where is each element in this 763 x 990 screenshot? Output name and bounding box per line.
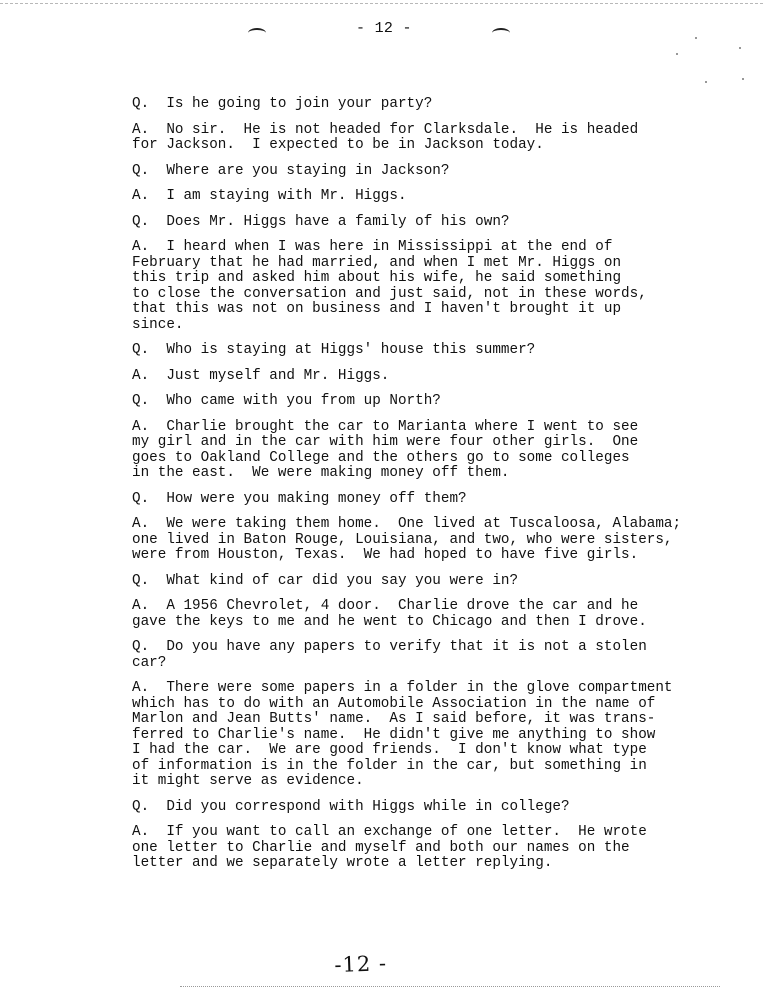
answer-block [132, 420, 692, 482]
question-block [132, 394, 692, 410]
answer-block [132, 681, 692, 790]
answer-line: for Jackson. I expected to be in Jackson today. [132, 137, 544, 153]
answer-line: A. Just myself and Mr. Higgs. [132, 367, 390, 384]
answer-line: A. I heard when I was here in Mississippi at the end of [132, 239, 613, 255]
answer-block [132, 599, 692, 630]
answer-line: it might serve as evidence. [132, 773, 364, 789]
answer-line: one letter to Charlie and myself and both our names on the [132, 839, 630, 856]
answer-line: to close the conversation and just said, not in these words, [132, 285, 647, 302]
transcript-body [132, 97, 692, 872]
answer-line: my girl and in the car with him were four other girls. One [132, 434, 639, 450]
answer-line: of information is in the folder in the car, but something in [132, 757, 647, 774]
question-line: Q. Does Mr. Higgs have a family of his own? [132, 213, 510, 230]
answer-block [132, 123, 692, 154]
question-line: Q. Did you correspond with Higgs while in college? [132, 798, 570, 815]
margin-mark [676, 53, 678, 55]
margin-mark [695, 37, 697, 39]
answer-line: gave the keys to me and he went to Chicago and then I drove. [132, 613, 647, 630]
answer-line: one lived in Baton Rouge, Louisiana, and two, who were sisters, [132, 531, 673, 548]
left-header-mark [248, 28, 266, 38]
top-border-line [0, 3, 763, 4]
answer-block [132, 189, 692, 205]
answer-line: A. We were taking them home. One lived at Tuscaloosa, Alabama; [132, 516, 682, 532]
answer-line: this trip and asked him about his wife, he said something [132, 270, 622, 286]
question-block [132, 800, 692, 816]
right-header-mark [492, 28, 510, 38]
question-line: Q. Is he going to join your party? [132, 96, 433, 112]
question-block [132, 492, 692, 508]
answer-line: that this was not on business and I haven't brought it up [132, 301, 622, 317]
handwritten-page-number: -12 - [334, 951, 388, 977]
question-line: Q. How were you making money off them? [132, 490, 467, 507]
question-block [132, 164, 692, 180]
question-block [132, 640, 692, 671]
answer-line: since. [132, 316, 184, 333]
question-block [132, 574, 692, 590]
answer-line: I had the car. We are good friends. I don't know what type [132, 742, 647, 758]
question-line: Q. Who came with you from up North? [132, 393, 441, 409]
question-block [132, 343, 692, 359]
answer-line: A. There were some papers in a folder in the glove compartment [132, 680, 673, 696]
answer-line: letter and we separately wrote a letter replying. [132, 855, 553, 871]
margin-mark [739, 47, 741, 49]
answer-line: Marlon and Jean Butts' name. As I said before, it was trans- [132, 711, 656, 727]
answer-line: in the east. We were making money off them. [132, 465, 510, 481]
answer-block [132, 240, 692, 333]
answer-line: were from Houston, Texas. We had hoped to have five girls. [132, 547, 639, 563]
question-line: Q. What kind of car did you say you were in? [132, 572, 519, 589]
answer-line: which has to do with an Automobile Association in the name of [132, 695, 656, 712]
question-line: car? [132, 654, 167, 671]
answer-block [132, 369, 692, 385]
margin-mark [705, 81, 707, 83]
answer-line: A. I am staying with Mr. Higgs. [132, 188, 407, 204]
answer-block [132, 517, 692, 564]
answer-line: A. If you want to call an exchange of one letter. He wrote [132, 824, 647, 840]
question-block [132, 215, 692, 231]
answer-line: February that he had married, and when I met Mr. Higgs on [132, 254, 622, 271]
margin-mark [742, 78, 744, 80]
answer-line: goes to Oakland College and the others go to some colleges [132, 449, 630, 466]
answer-line: A. A 1956 Chevrolet, 4 door. Charlie drove the car and he [132, 598, 639, 614]
answer-line: A. No sir. He is not headed for Clarksdale. He is headed [132, 121, 639, 138]
question-line: Q. Where are you staying in Jackson? [132, 162, 450, 179]
answer-line: A. Charlie brought the car to Marianta where I went to see [132, 418, 639, 435]
answer-line: ferred to Charlie's name. He didn't give me anything to show [132, 726, 656, 743]
question-block [132, 97, 692, 113]
answer-block [132, 825, 692, 872]
question-line: Q. Who is staying at Higgs' house this summer? [132, 342, 536, 358]
bottom-border-line [180, 986, 720, 987]
page-number: - 12 - [356, 20, 412, 37]
question-line: Q. Do you have any papers to verify that it is not a stolen [132, 639, 647, 655]
